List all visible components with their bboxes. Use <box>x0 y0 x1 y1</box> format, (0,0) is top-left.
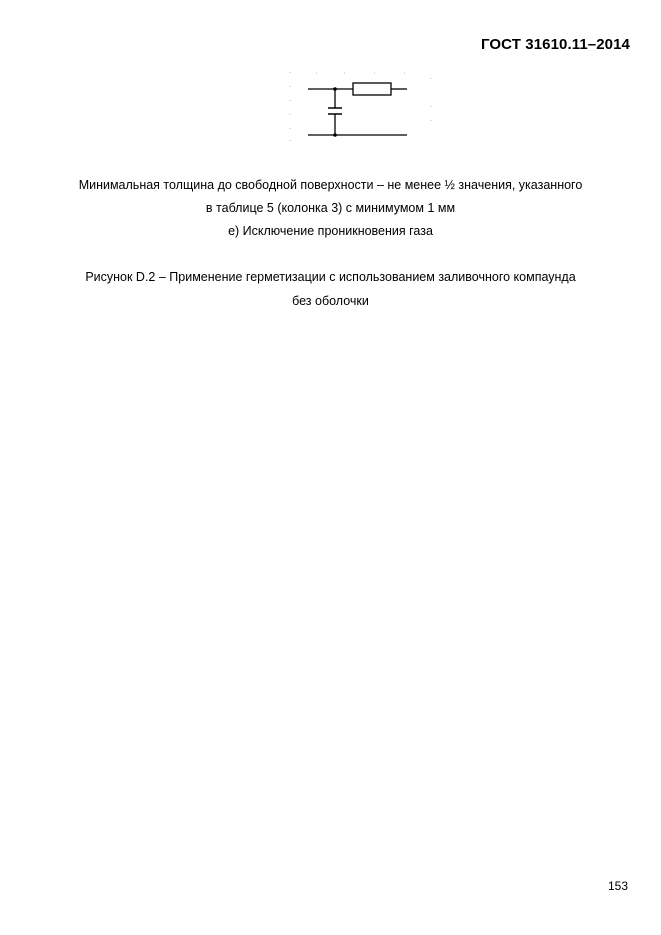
document-header: ГОСТ 31610.11–2014 <box>480 36 630 53</box>
circuit-diagram <box>286 70 434 148</box>
body-text-line-3: е) Исключение проникновения газа <box>228 224 433 238</box>
body-text-line-2: в таблице 5 (колонка 3) с минимумом 1 мм <box>205 201 456 215</box>
page-number: 153 <box>607 879 628 893</box>
resistor <box>353 83 391 95</box>
figure-caption-line-1: Рисунок D.2 – Применение герметизации с использованием заливочного компаунда <box>85 270 576 284</box>
figure-caption-line-2: без оболочки <box>292 294 369 308</box>
body-text-line-1: Минимальная толщина до свободной поверхности – не менее ½ значения, указанного <box>78 178 583 192</box>
faint-outline-marks <box>290 72 431 141</box>
